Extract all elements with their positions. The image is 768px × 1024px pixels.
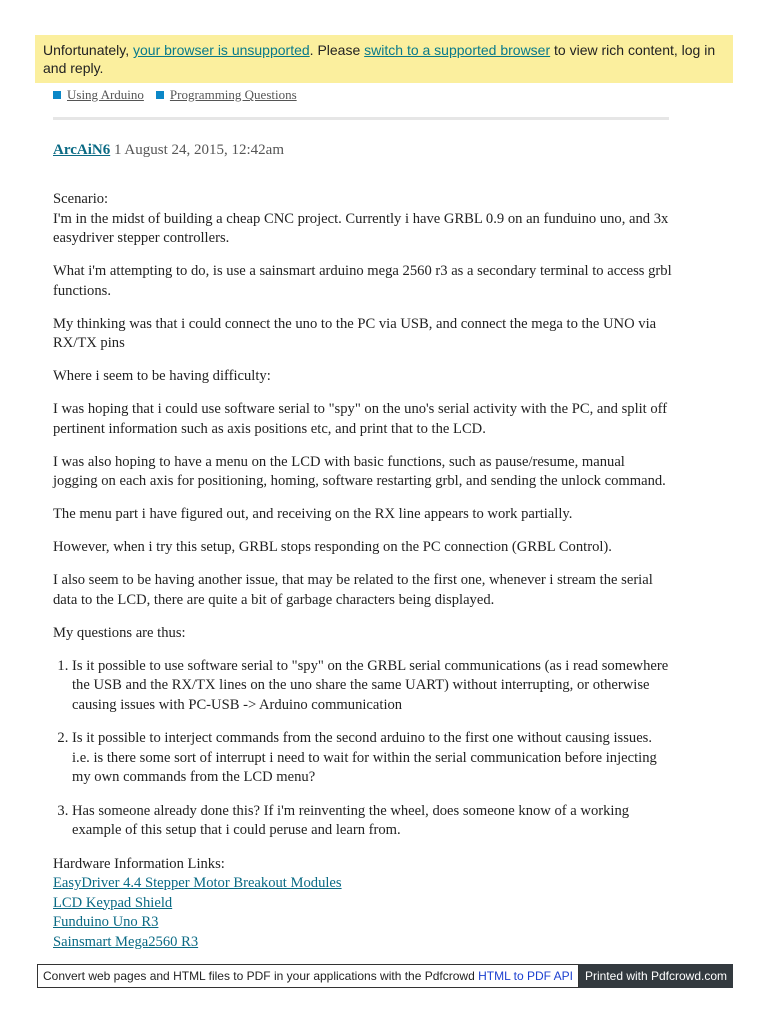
post-paragraph: Where i seem to be having difficulty: [53, 368, 271, 384]
post-paragraph: I was hoping that i could use software serial to "spy" on the uno's serial activity with the PC, and split off pertinent information such as axis positions etc, and print that to the LCD. [53, 401, 668, 437]
breadcrumb-link[interactable]: Programming Questions [169, 87, 297, 102]
lcd-keypad-link[interactable]: LCD Keypad Shield [53, 894, 173, 911]
hardware-heading: Hardware Information Links: [53, 855, 225, 872]
post-paragraph [53, 190, 673, 249]
easydriver-link[interactable]: EasyDriver 4.4 Stepper Motor Breakout Modules [53, 875, 342, 891]
sainsmart-mega-link[interactable]: Sainsmart Mega2560 R3 [53, 933, 199, 950]
post-paragraph: The menu part i have figured out, and receiving on the RX line appears to work partially. [53, 506, 573, 522]
list-item: 2. Is it possible to interject commands from the second arduino to the first one without causing issues. i.e. is there some sort of interrupt i need to wait for within the serial communication before injecting my own commands from the LCD menu? [72, 729, 673, 788]
unsupported-browser-banner [35, 35, 733, 83]
printed-with-badge[interactable]: Printed with Pdfcrowd.com [579, 964, 733, 988]
list-item: 3. Has someone already done this? If i'm reinventing the wheel, does someone know of a working example of this setup that i could peruse and learn from. [72, 802, 673, 841]
post-meta [53, 140, 284, 160]
unsupported-browser-link[interactable]: your browser is unsupported [133, 42, 310, 58]
post-paragraph: I also seem to be having another issue, that may be related to the first one, whenever i stream the serial data to the LCD, there are quite a bit of garbage characters being displayed. [53, 572, 653, 608]
post-number: 1 [113, 142, 122, 158]
post-paragraph-text: Scenario: [53, 191, 109, 207]
html-to-pdf-api-link[interactable]: HTML to PDF API [478, 969, 573, 983]
banner-text-after: to view rich content, log in and reply. [43, 42, 716, 76]
list-item: 1. Is it possible to use software serial to "spy" on the GRBL serial communications (as i read somewhere the USB and the RX/TX lines on the uno share the same UART) without interrupting, or otherwise causing issues with PC-USB -> Arduino communication [72, 657, 673, 716]
post-date: August 24, 2015, 12:42am [124, 142, 284, 158]
banner-text-before: Unfortunately, [43, 42, 134, 58]
switch-browser-link[interactable]: switch to a supported browser [364, 42, 551, 58]
post-paragraph: My questions are thus: [53, 624, 186, 641]
post-paragraph: I was also hoping to have a menu on the LCD with basic functions, such as pause/resume, manual jogging on each axis for positioning, homing, software restarting grbl, and sending the unlock command. [53, 453, 666, 489]
breadcrumb [53, 86, 297, 104]
post-paragraph: My thinking was that i could connect the uno to the PC via USB, and connect the mega to the UNO via RX/TX pins [53, 315, 657, 351]
category-square-icon [53, 91, 61, 99]
breadcrumb-item-using-arduino[interactable] [53, 86, 144, 104]
pdfcrowd-footer [37, 964, 733, 988]
category-square-icon [156, 91, 164, 99]
header-divider [53, 117, 669, 120]
banner-text-middle: . Please [309, 42, 365, 58]
post-paragraph-text: I'm in the midst of building a cheap CNC project. Currently i have GRBL 0.9 on an funduino uno, and 3x easydriver stepper controllers. [53, 210, 669, 246]
breadcrumb-link[interactable]: Using Arduino [67, 87, 144, 102]
questions-list [53, 657, 673, 841]
post-paragraph: What i'm attempting to do, is use a sainsmart arduino mega 2560 r3 as a secondary terminal to access grbl functions. [53, 263, 672, 299]
breadcrumb-item-programming-questions[interactable] [156, 86, 297, 104]
post-body [53, 190, 673, 952]
post-author-link[interactable]: ArcAiN6 [53, 142, 111, 158]
post-paragraph: However, when i try this setup, GRBL stops responding on the PC connection (GRBL Control). [53, 539, 612, 555]
pdfcrowd-convert-notice [37, 964, 579, 988]
funduino-uno-link[interactable]: Funduino Uno R3 [53, 914, 159, 930]
hardware-links [53, 855, 673, 953]
convert-text: Convert web pages and HTML files to PDF in your applications with the Pdfcrowd [42, 969, 479, 983]
